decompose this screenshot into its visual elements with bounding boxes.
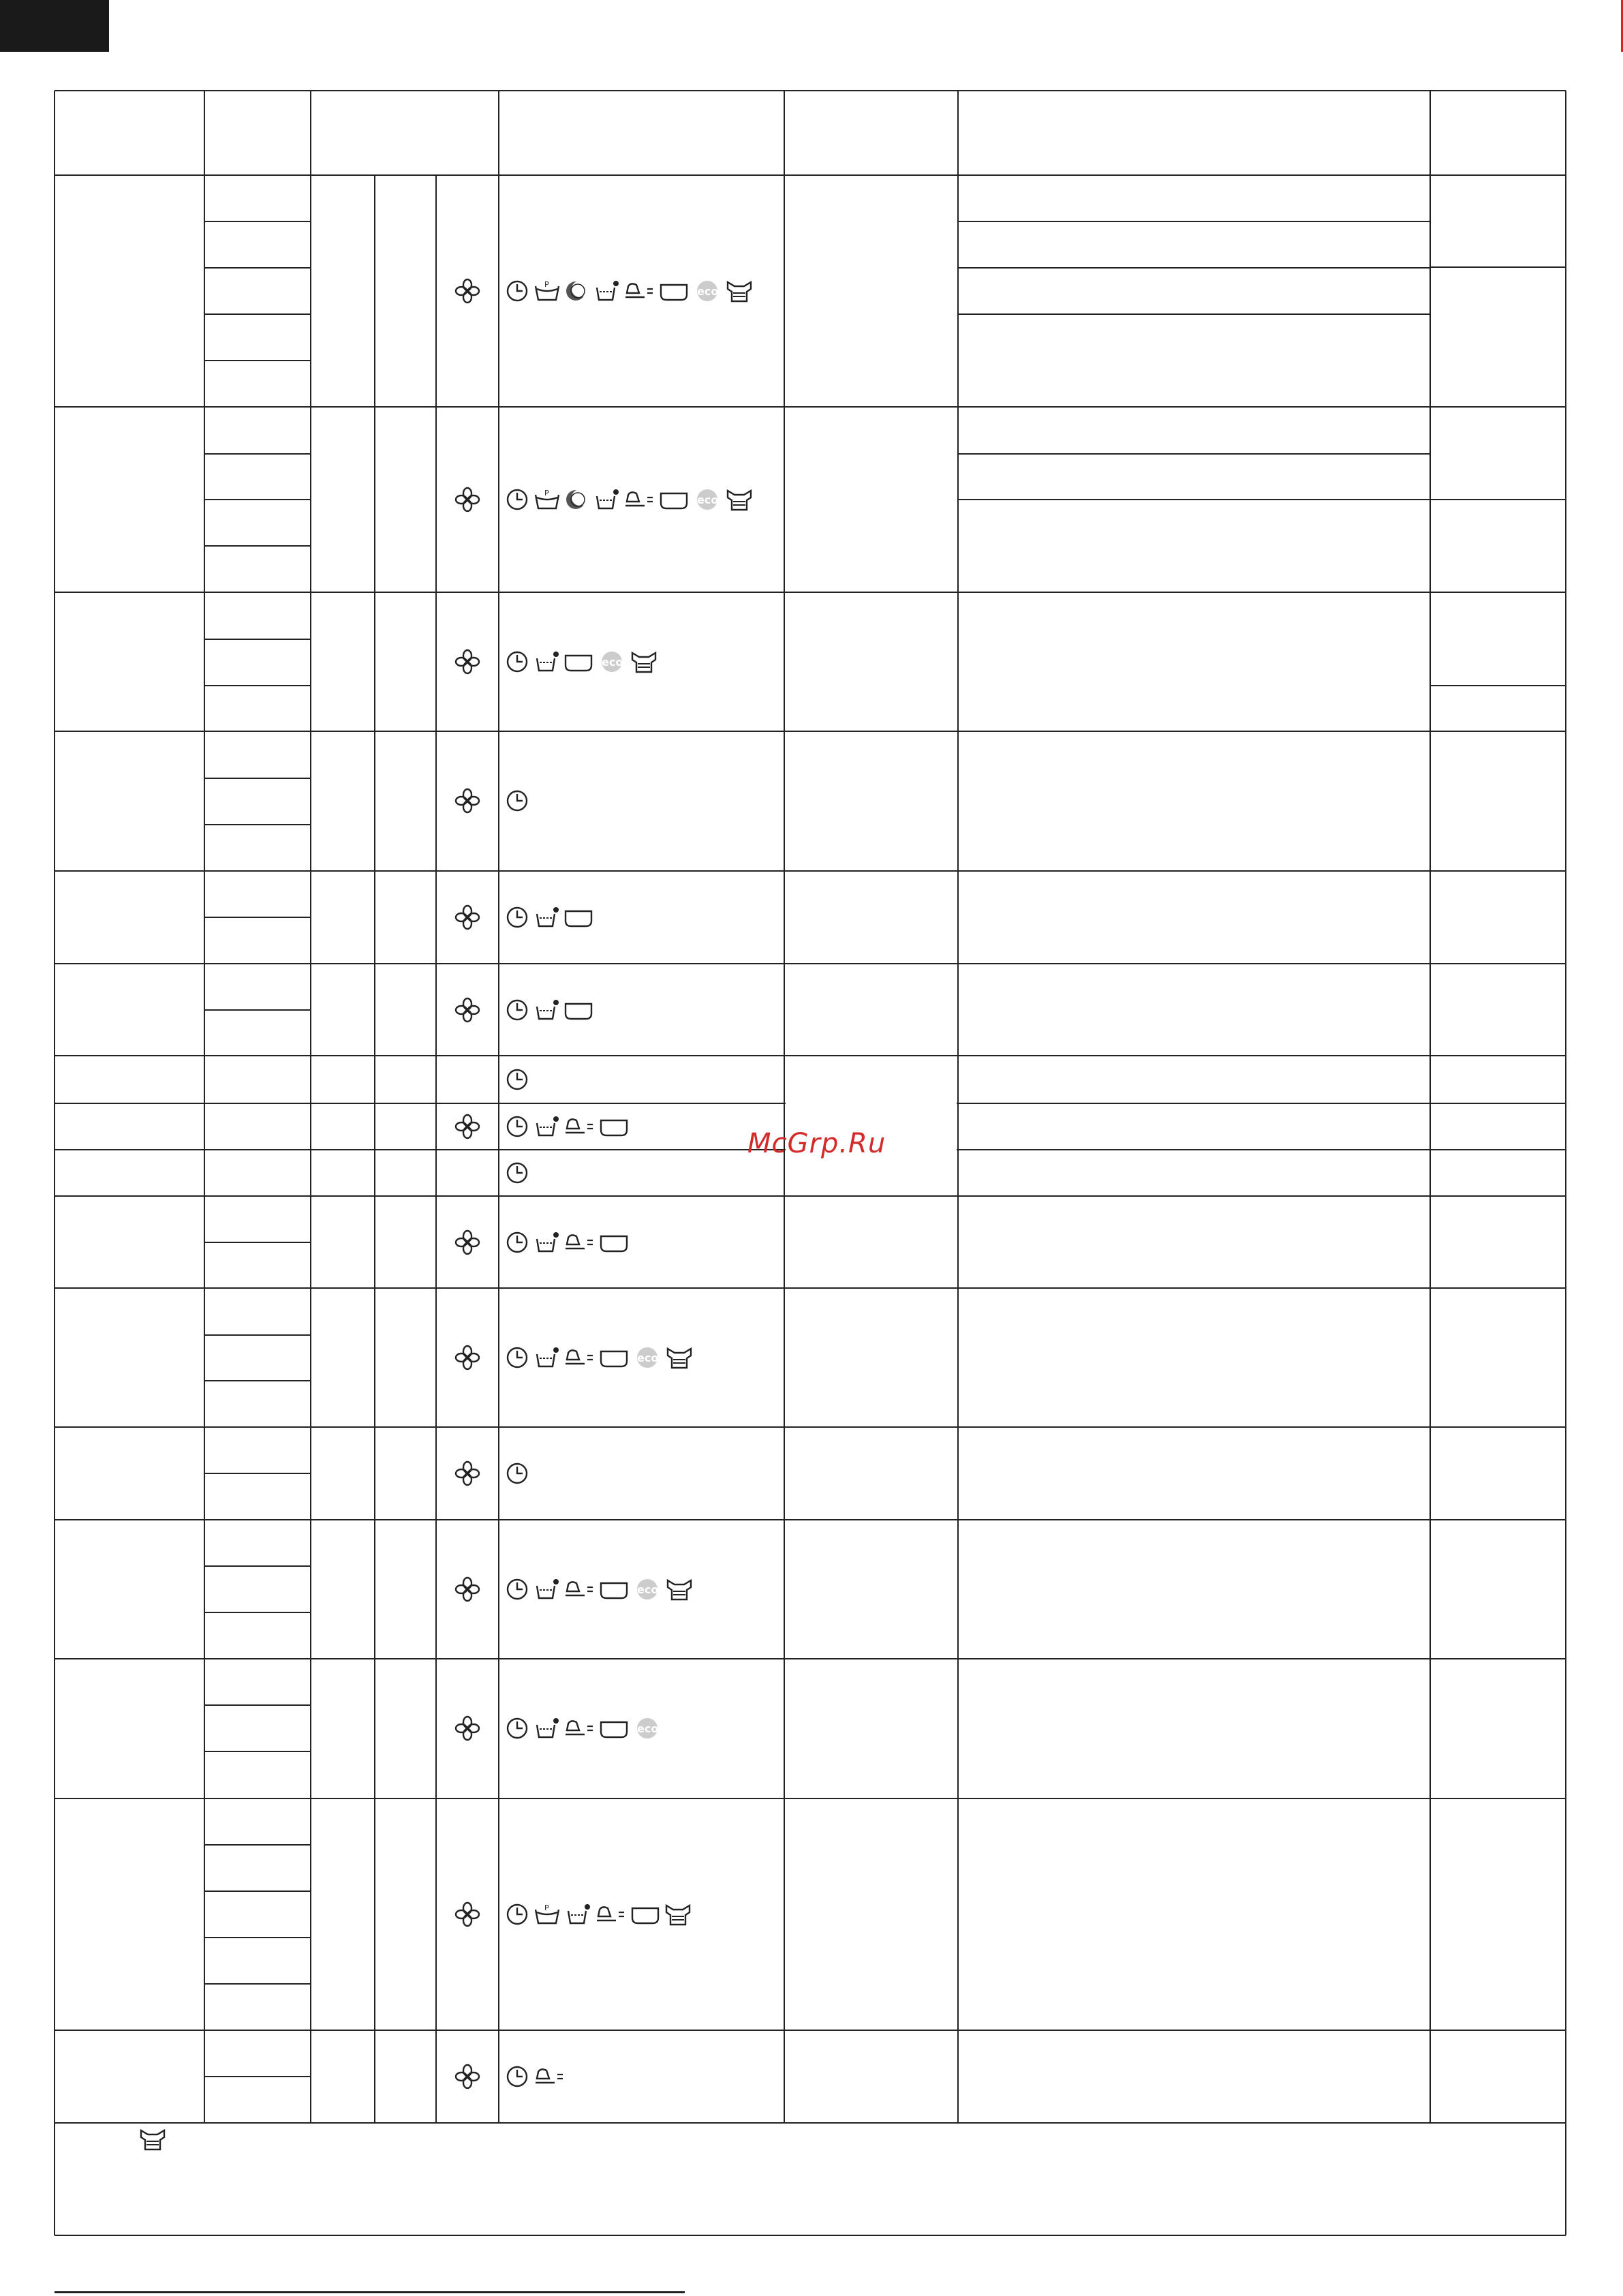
fan-icon [454,278,480,304]
rinse-plus-icon [563,1578,596,1604]
rinse-plus-icon [533,2065,566,2091]
intensive-icon [593,488,620,514]
rinse-plus-icon [594,1903,627,1929]
timer-icon [506,998,529,1024]
prewash-icon [533,279,561,305]
fan-icon [454,997,480,1023]
svg-text:eco: eco [697,285,719,298]
timer-icon [506,1578,529,1604]
prewash-icon [533,488,561,514]
anti-crease-icon [725,279,754,307]
anti-crease-icon [664,1903,692,1930]
footer-rule [55,2291,685,2293]
crease-guard-icon [138,2128,167,2155]
intensive-icon [533,1717,560,1743]
svg-text:eco: eco [637,1583,659,1596]
svg-text:eco: eco [697,493,719,506]
fan-icon [454,1715,480,1741]
fan-icon [454,487,480,512]
intensive-icon [533,998,560,1024]
timer-icon [506,1231,529,1257]
timer-icon [506,1717,529,1743]
timer-icon [506,1462,529,1488]
timer-icon [506,1346,529,1372]
intensive-icon [533,906,560,932]
spin-icon [598,1346,630,1372]
eco-icon [597,650,627,676]
intensive-icon [533,1578,560,1604]
spin-icon [563,998,594,1024]
rinse-plus-icon [623,488,655,514]
timer-icon [506,1903,529,1929]
timer-icon [506,1161,529,1187]
rinse-plus-icon [563,1717,596,1743]
fan-icon [454,1114,480,1139]
intensive-icon [564,1903,591,1929]
intensive-icon [533,1231,560,1257]
fan-icon [454,788,480,814]
fan-icon [454,1576,480,1602]
spin-icon [563,906,594,932]
svg-text:P: P [544,489,549,498]
rinse-plus-icon [563,1115,596,1141]
intensive-icon [533,650,560,676]
timer-icon [506,1115,529,1141]
rinse-plus-icon [563,1231,596,1257]
fan-icon [454,2064,480,2090]
eco-icon [632,1578,662,1604]
spin-icon [598,1115,630,1141]
fan-icon [454,1901,480,1927]
rinse-plus-icon [563,1346,596,1372]
fan-icon [454,1460,480,1486]
spin-icon [630,1903,661,1929]
anti-crease-icon [630,650,658,677]
eco-icon [632,1717,662,1743]
intensive-icon [533,1115,560,1141]
fan-icon [454,1229,480,1255]
spin-icon [598,1578,630,1604]
fan-icon [454,1345,480,1371]
anti-crease-icon [665,1578,694,1605]
eco-icon [632,1346,662,1372]
merge-mask [786,1102,957,1105]
svg-text:eco: eco [637,1351,659,1364]
eco-icon [692,279,722,305]
timer-icon [506,906,529,932]
fan-icon [454,904,480,930]
fan-icon [454,649,480,675]
night-icon [564,488,590,514]
svg-text:eco: eco [637,1722,659,1735]
svg-text:P: P [544,1903,549,1912]
timer-icon [506,488,529,514]
prewash-icon [533,1903,561,1929]
watermark: McGrp.Ru [747,1128,886,1159]
spin-icon [598,1231,630,1257]
spin-icon [658,279,690,305]
anti-crease-icon [665,1346,694,1373]
svg-text:eco: eco [602,656,623,669]
spin-icon [658,488,690,514]
svg-text:P: P [544,280,549,289]
night-icon [564,279,590,305]
spin-icon [598,1717,630,1743]
eco-icon [692,488,722,514]
timer-icon [506,1068,529,1094]
intensive-icon [593,279,620,305]
anti-crease-icon [725,488,754,515]
timer-icon [506,650,529,676]
spin-icon [563,650,594,676]
timer-icon [506,789,529,815]
timer-icon [506,279,529,305]
timer-icon [506,2065,529,2091]
intensive-icon [533,1346,560,1372]
rinse-plus-icon [623,279,655,305]
